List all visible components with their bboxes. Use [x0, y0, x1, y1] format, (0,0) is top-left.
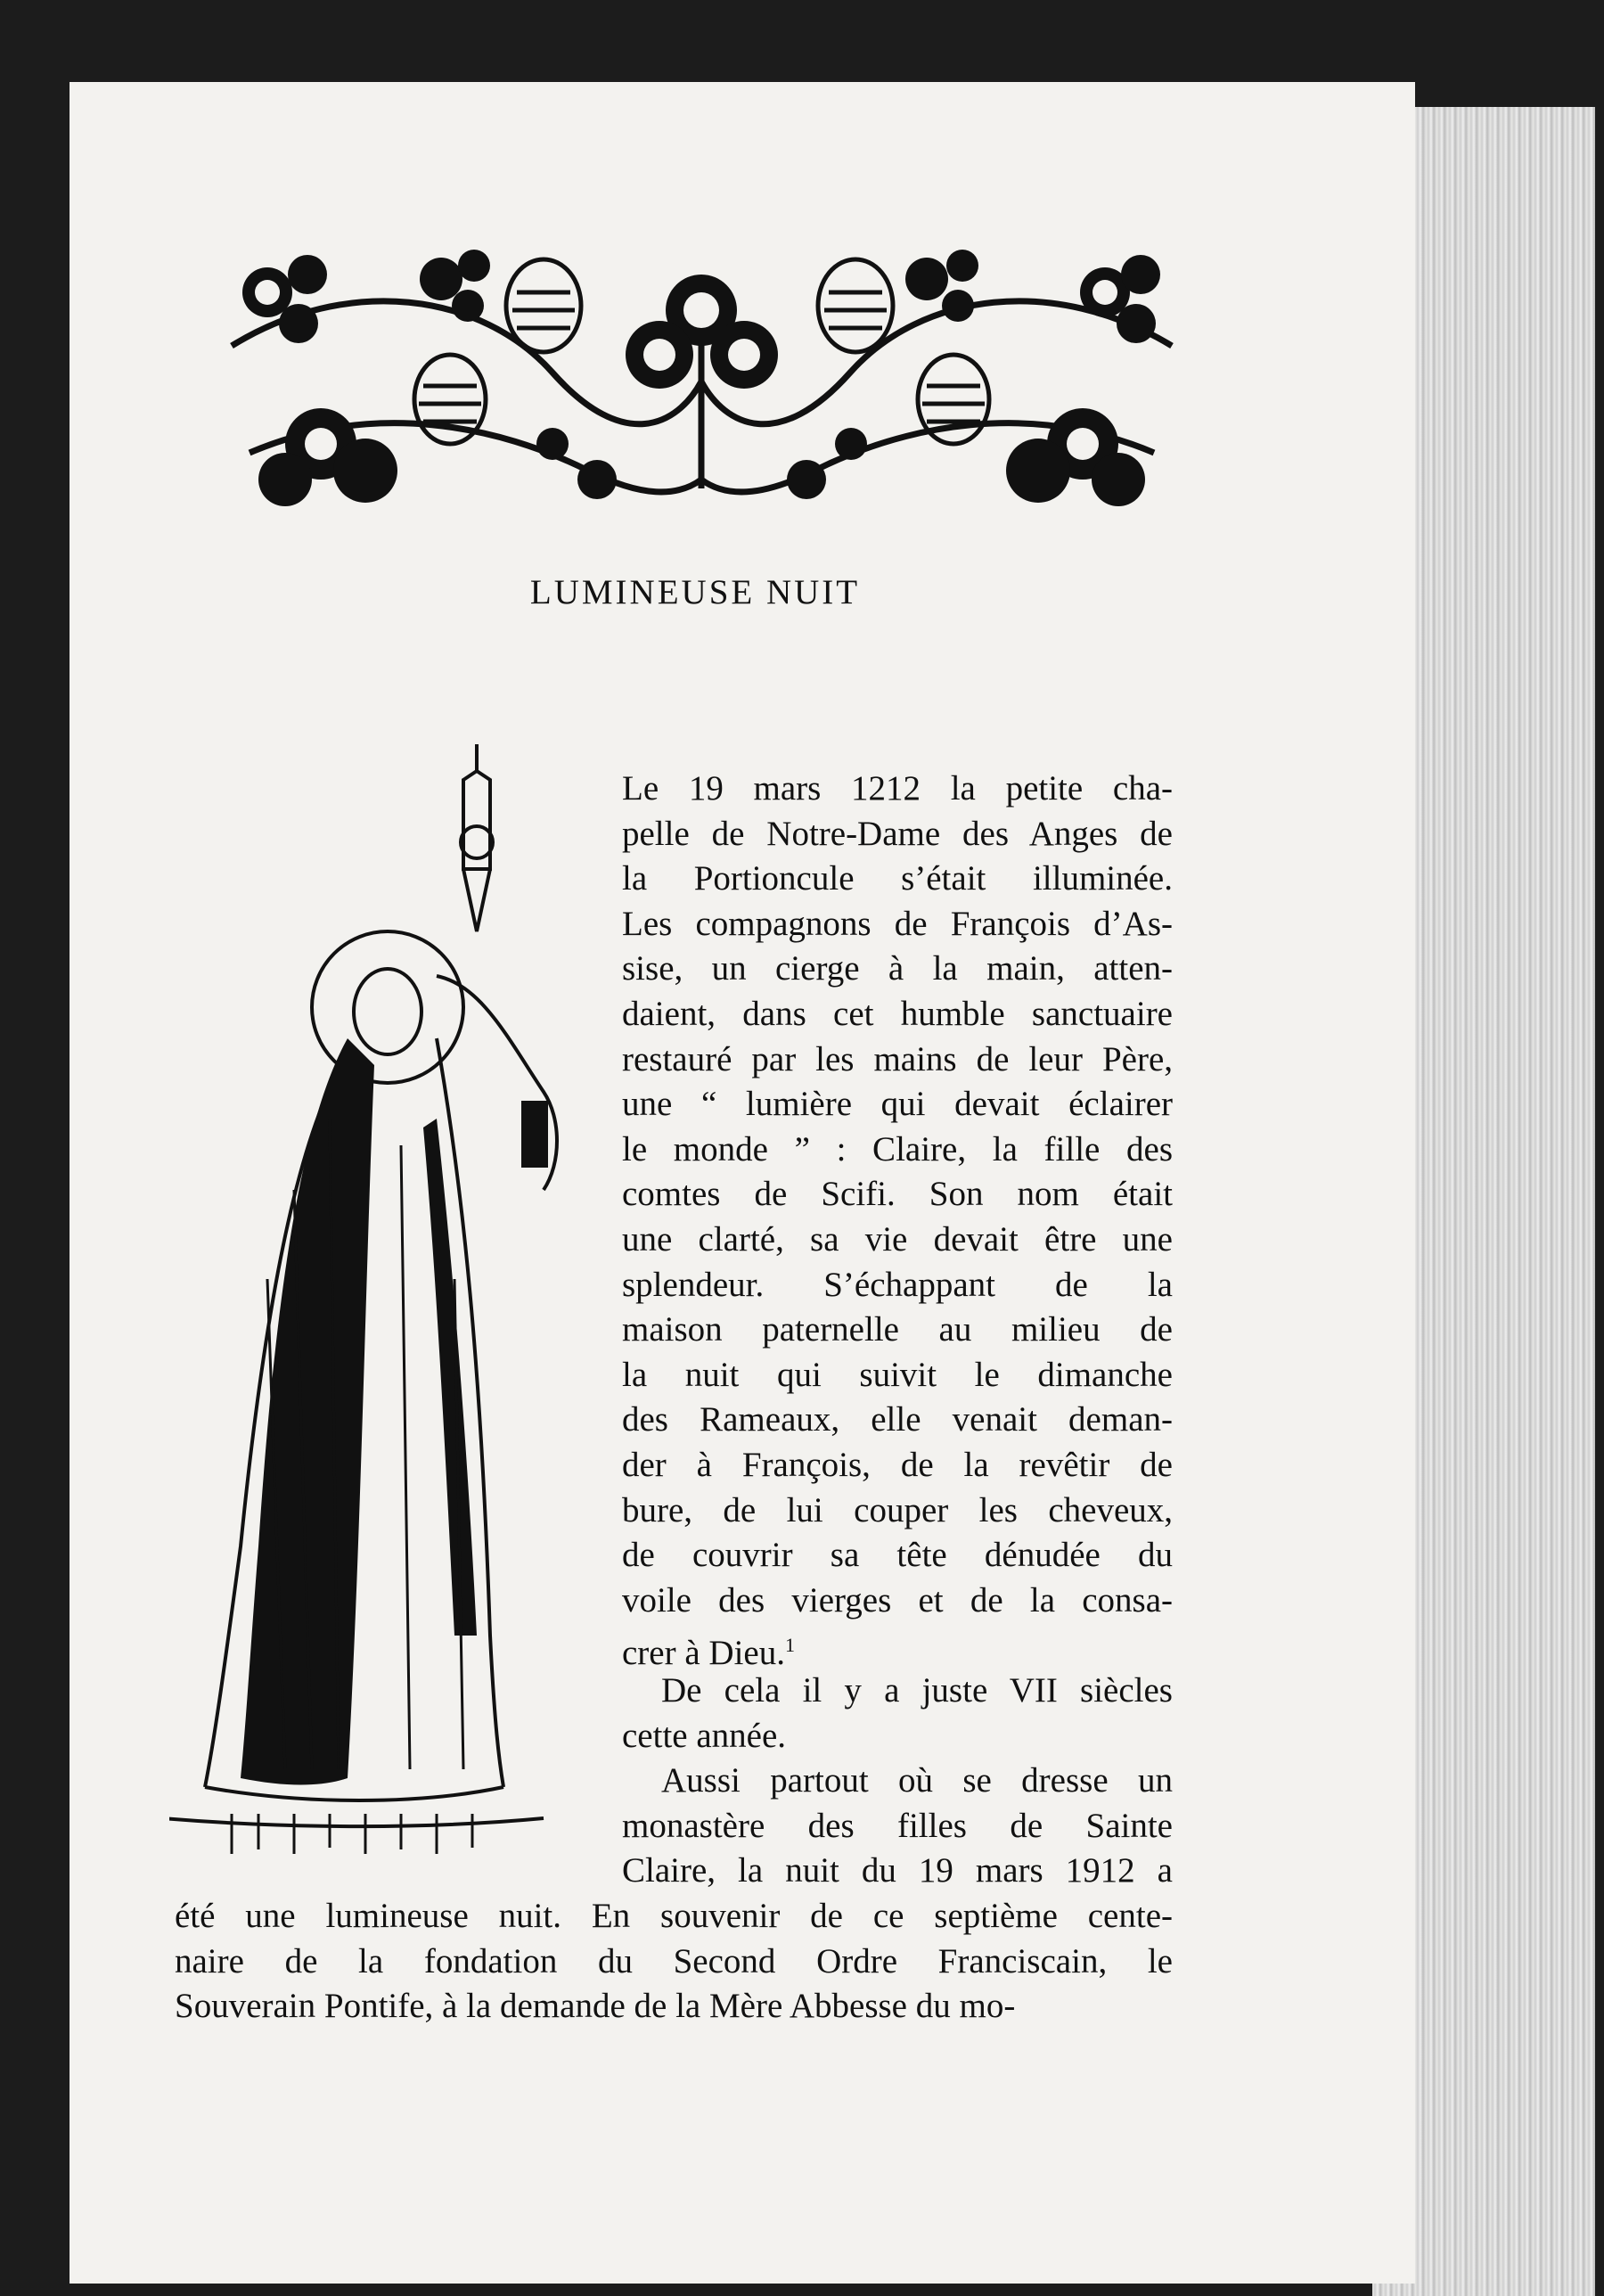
text-line: de couvrir sa tête dénudée du — [622, 1536, 1173, 1575]
text-line: Aussi partout où se dresse un — [661, 1761, 1173, 1800]
text-line: splendeur. S’échappant de la — [622, 1265, 1173, 1304]
ornament-headpiece — [214, 239, 1190, 517]
text-line: crer à Dieu.$^1$ — [622, 1634, 795, 1673]
text-line: naire de la fondation du Second Ordre Franciscain, le — [175, 1941, 1173, 1980]
footnote-marker: 1 — [784, 1634, 795, 1657]
text-line: voile des vierges et de la consa- — [622, 1580, 1173, 1620]
text-line: une clarté, sa vie devait être une — [622, 1220, 1173, 1259]
saint-clare-illustration — [169, 744, 615, 1854]
text-line: cette année. — [622, 1716, 787, 1755]
text-line: De cela il y a juste VII siècles — [661, 1671, 1173, 1710]
text-line: Claire, la nuit du 19 mars 1912 a — [622, 1851, 1173, 1890]
text-line: comtes de Scifi. Son nom était — [622, 1175, 1173, 1214]
text-line: daient, dans cet humble sanctuaire — [622, 995, 1173, 1033]
text-line: Souverain Pontife, à la demande de la Mère Abbesse du mo- — [175, 1987, 1016, 2026]
text-line: pelle de Notre-Dame des Anges de — [622, 814, 1173, 853]
text-line: le monde ” : Claire, la fille des — [622, 1129, 1173, 1168]
text-line: une “ lumière qui devait éclairer — [622, 1085, 1173, 1124]
page-title: LUMINEUSE NUIT — [529, 573, 861, 611]
text-line: la Portioncule s’était illuminée. — [622, 859, 1173, 898]
text-line: Les compagnons de François d’As- — [622, 904, 1173, 943]
text-line: monastère des filles de Sainte — [622, 1806, 1173, 1845]
text-line: bure, de lui couper les cheveux, — [622, 1490, 1173, 1529]
text-line: la nuit qui suivit le dimanche — [622, 1355, 1173, 1394]
text-line: maison paternelle au milieu de — [622, 1310, 1173, 1349]
text-line: sise, un cierge à la main, atten- — [622, 949, 1173, 988]
text-line: restauré par les mains de leur Père, — [622, 1039, 1173, 1078]
text-line: der à François, de la revêtir de — [622, 1446, 1173, 1484]
text-line: été une lumineuse nuit. En souvenir de ce septième cente- — [175, 1897, 1173, 1935]
text-line: Le 19 mars 1212 la petite cha- — [622, 769, 1173, 808]
text-line: des Rameaux, elle venait deman- — [622, 1400, 1173, 1439]
